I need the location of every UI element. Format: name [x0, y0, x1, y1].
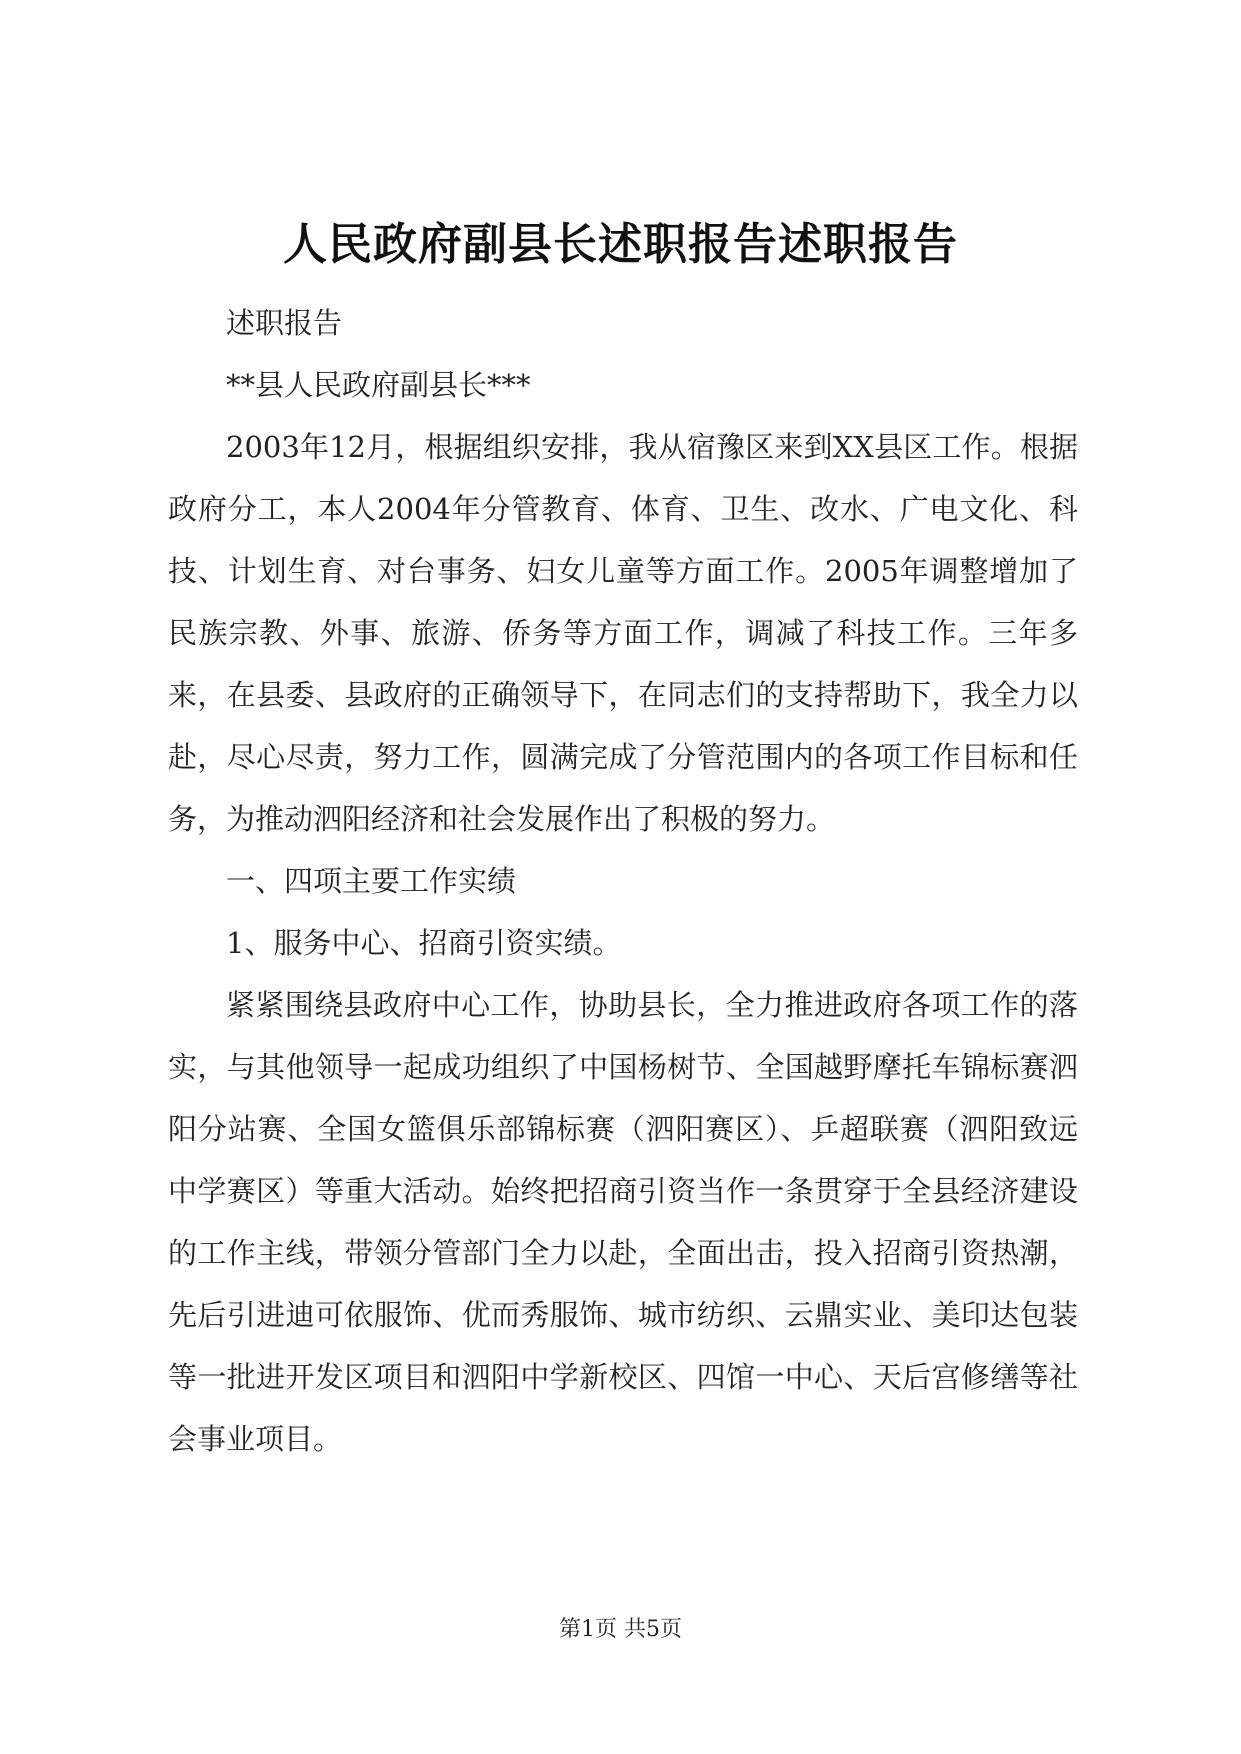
- paragraph-author: **县人民政府副县长***: [226, 368, 531, 402]
- paragraph-subsection-heading: 1、服务中心、招商引资实绩。: [226, 926, 622, 960]
- document-title: 人民政府副县长述职报告述职报告: [283, 219, 958, 270]
- paragraph-heading-label: 述职报告: [226, 306, 343, 340]
- paragraph-intro: 2003年12月，根据组织安排，我从宿豫区来到XX县区工作。根据政府分工，本人2004年分管教育、体育、卫生、改水、广电文化、科技、计划生育、对台事务、妇女儿童等方面工作。2005年调整增加了民族宗教、外事、旅游、侨务等方面工作，调减了科技工作。三年多来，在县委、县政府的正确领导下，在同志们的支持帮助下，我全力以赴，尽心尽责，努力工作，圆满完成了分管范围内的各项工作目标和任务，为推动泗阳经济和社会发展作出了积极的努力。: [168, 430, 1078, 836]
- paragraph-section-heading: 一、四项主要工作实绩: [226, 864, 517, 898]
- document-body: [168, 292, 1078, 1470]
- paragraph-body: 紧紧围绕县政府中心工作，协助县长，全力推进政府各项工作的落实，与其他领导一起成功组织了中国杨树节、全国越野摩托车锦标赛泗阳分站赛、全国女篮俱乐部锦标赛（泗阳赛区）、乒超联赛（泗阳致远中学赛区）等重大活动。始终把招商引资当作一条贯穿于全县经济建设的工作主线，带领分管部门全力以赴，全面出击，投入招商引资热潮，先后引进迪可依服饰、优而秀服饰、城市纺织、云鼎实业、美印达包装等一批进开发区项目和泗阳中学新校区、四馆一中心、天后宫修缮等社会事业项目。: [168, 988, 1078, 1456]
- page-indicator: 第1页 共5页: [559, 1617, 682, 1642]
